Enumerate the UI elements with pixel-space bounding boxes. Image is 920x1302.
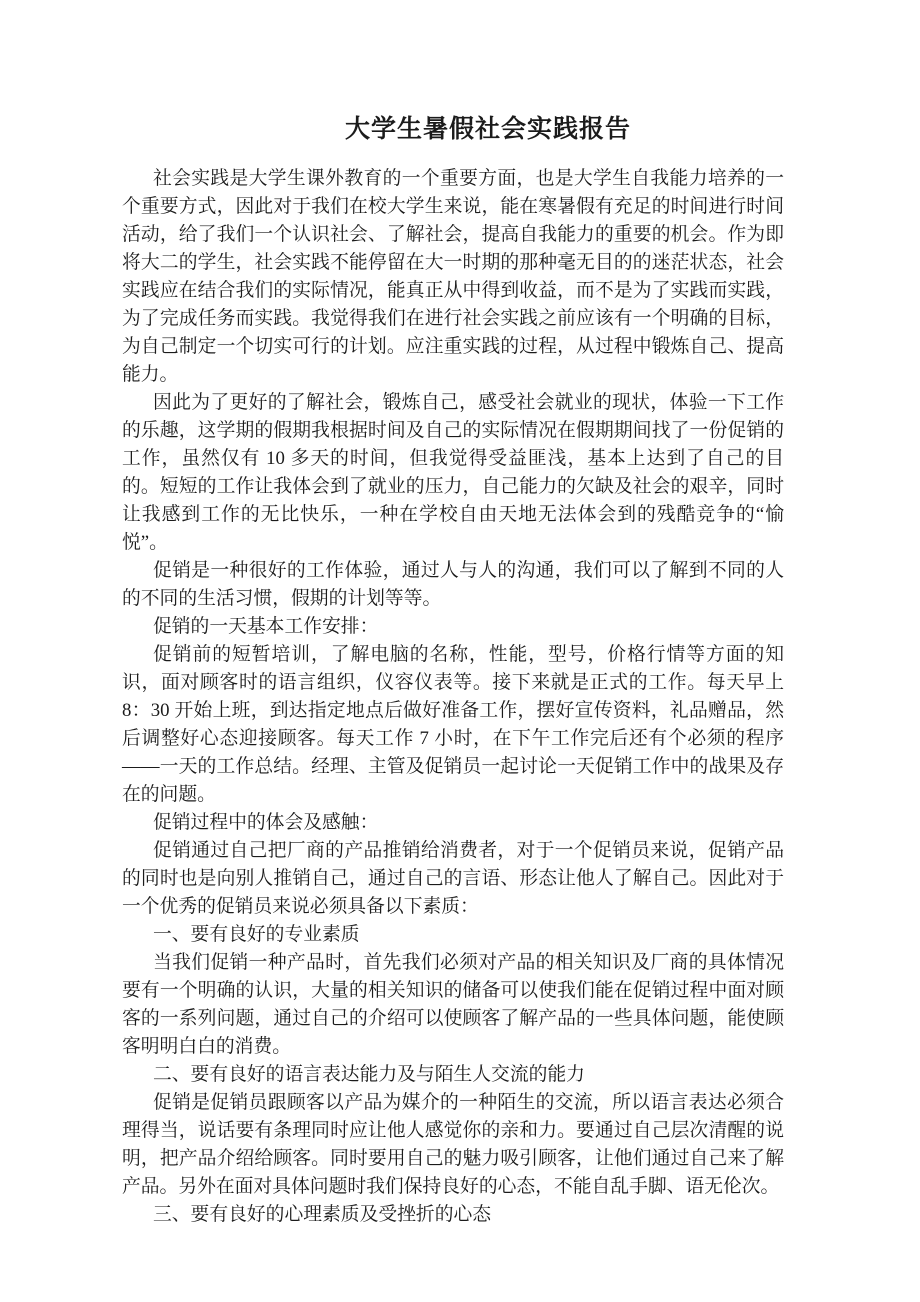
paragraph-intro: 社会实践是大学生课外教育的一个重要方面，也是大学生自我能力培养的一个重要方式，因此对于我们在校大学生来说，能在寒暑假有充足的时间进行时间活动，给了我们一个认识社会、了解社会，提高自我能力的重要的机会。作为即将大二的学生，社会实践不能停留在大一时期的那种毫无目的的迷茫状态，社会实践应在结合我们的实际情况，能真正从中得到收益，而不是为了实践而实践，为了完成任务而实践。我觉得我们在进行社会实践之前应该有一个明确的目标，为自己制定一个切实可行的计划。应注重实践的过程，从过程中锻炼自己、提高能力。 (122, 168, 784, 385)
paragraph-quality-1-body: 当我们促销一种产品时，首先我们必须对产品的相关知识及厂商的具体情况要有一个明确的认识，大量的相关知识的储备可以使我们能在促销过程中面对顾客的一系列问题，通过自己的介绍可以使顾客了解产品的一些具体问题，能使顾客明明白白的消费。 (122, 952, 784, 1057)
paragraph-quality-1-title: 一、要有良好的专业素质 (153, 924, 360, 945)
paragraph-job-overview: 因此为了更好的了解社会，锻炼自己，感受社会就业的现状，体验一下工作的乐趣，这学期的假期我根据时间及自己的实际情况在假期期间找了一份促销的工作，虽然仅有 10 多天的时间，但我觉得受益匪浅，基本上达到了自己的目的。短短的工作让我体会到了就业的压力，自己能力的欠缺及社会的艰辛，同时让我感到工作的无比快乐，一种在学校自由天地无法体会到的残酷竞争的“愉悦”。 (122, 392, 784, 553)
paragraph-quality-3-title: 三、要有良好的心理素质及受挫折的心态 (153, 1204, 492, 1225)
paragraph-schedule-detail: 促销前的短暂培训，了解电脑的名称，性能，型号，价格行情等方面的知识，面对顾客时的语言组织，仪容仪表等。接下来就是正式的工作。每天早上 8：30 开始上班，到达指定地点后做好准备工作，摆好宣传资料，礼品赠品，然后调整好心态迎接顾客。每天工作 7 小时，在下午工作完后还有个必须的程序——一天的工作总结。经理、主管及促销员一起讨论一天促销工作中的战果及存在的问题。 (122, 644, 784, 805)
document-title: 大学生暑假社会实践报告 (344, 116, 631, 143)
paragraph-quality-2-title: 二、要有良好的语言表达能力及与陌生人交流的能力 (153, 1064, 585, 1085)
paragraph-feelings-heading: 促销过程中的体会及感触： (153, 812, 379, 833)
paragraph-schedule-heading: 促销的一天基本工作安排： (153, 616, 379, 637)
paragraph-quality-2-body: 促销是促销员跟顾客以产品为媒介的一种陌生的交流，所以语言表达必须合理得当，说话要有条理同时应让他人感觉你的亲和力。要通过自己层次清醒的说明，把产品介绍给顾客。同时要用自己的魅力吸引顾客，让他们通过自己来了解产品。另外在面对具体问题时我们保持良好的心态，不能自乱手脚、语无伦次。 (122, 1092, 784, 1197)
paragraph-qualities-intro: 促销通过自己把厂商的产品推销给消费者，对于一个促销员来说，促销产品的同时也是向别人推销自己，通过自己的言语、形态让他人了解自己。因此对于一个优秀的促销员来说必须具备以下素质： (122, 840, 784, 917)
paragraph-experience: 促销是一种很好的工作体验，通过人与人的沟通，我们可以了解到不同的人的不同的生活习惯，假期的计划等等。 (122, 560, 784, 609)
